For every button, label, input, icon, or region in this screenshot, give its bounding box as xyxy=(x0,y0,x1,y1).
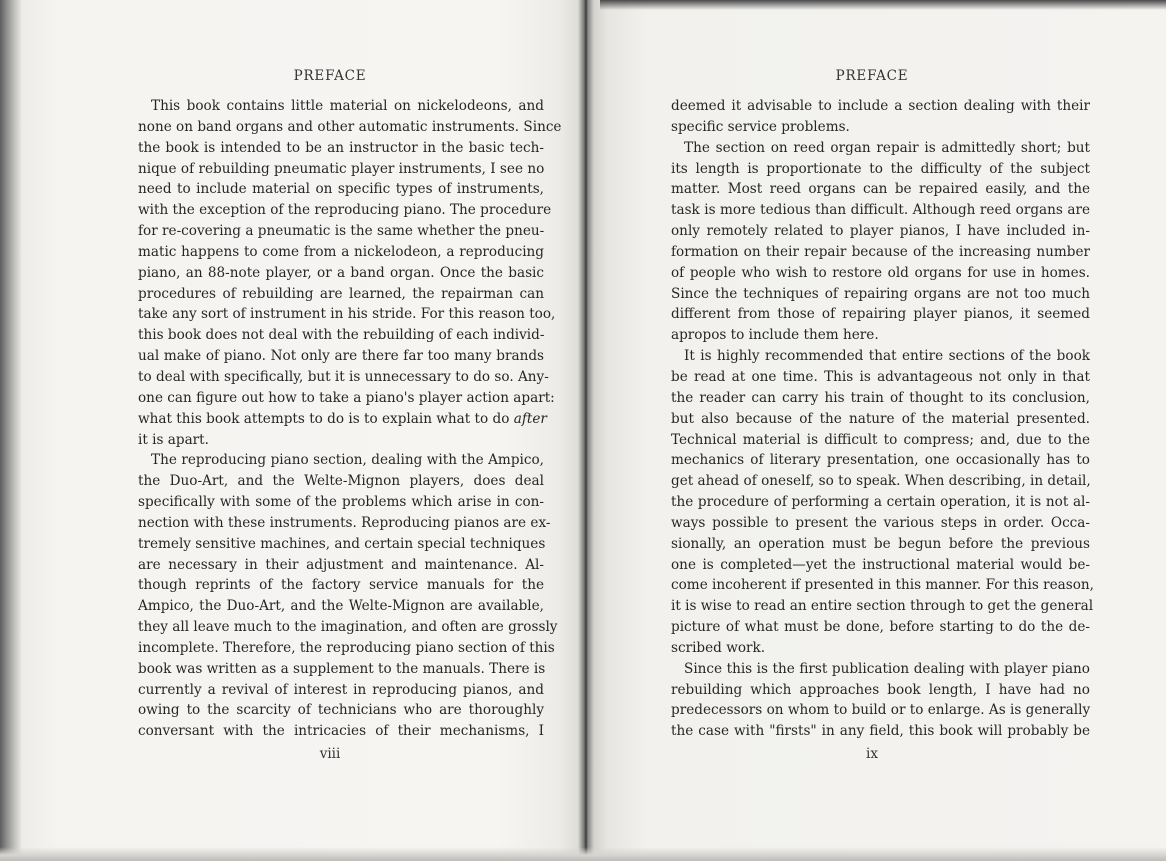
text-line: Since the techniques of repairing organs are not too much xyxy=(671,285,1090,302)
text-line: matter. Most reed organs can be repaired easily, and the xyxy=(671,181,1090,198)
text-line: ways possible to present the various steps in order. Occa- xyxy=(671,514,1090,531)
text-line: Since this is the first publication dealing with player piano xyxy=(684,660,1090,677)
body-text xyxy=(671,96,1095,742)
text-line: picture of what must be done, before starting to do the de- xyxy=(671,619,1090,636)
bottom-edge-shadow xyxy=(0,847,1166,861)
text-line: formation on their repair because of the increasing number xyxy=(671,243,1090,260)
text-line: owing to the scarcity of technicians who are thoroughly xyxy=(138,702,544,719)
text-line: It is highly recommended that entire sections of the book xyxy=(684,348,1090,365)
text-line: the case with "firsts" in any field, this book will probably be xyxy=(671,723,1090,740)
text-line: currently a revival of interest in reproducing pianos, and xyxy=(138,681,544,698)
paragraph xyxy=(671,96,1090,138)
running-head: PREFACE xyxy=(835,68,909,84)
text-line: piano, an 88-note player, or a band organ. Once the basic xyxy=(138,264,544,281)
text-line: of people who wish to restore old organs for use in homes. xyxy=(671,264,1090,281)
text-line: only remotely related to player pianos, I have included in- xyxy=(671,223,1090,240)
text-line: This book contains little material on nickelodeons, and xyxy=(151,98,544,114)
text-line: incomplete. Therefore, the reproducing piano section of this xyxy=(138,639,555,656)
text-line: get ahead of oneself, so to speak. When describing, in detail, xyxy=(671,473,1091,490)
text-line: need to include material on specific types of instruments, xyxy=(138,181,544,198)
text-line: the Duo-Art, and the Welte-Mignon players, does deal xyxy=(138,473,544,490)
text-line-with-emphasis xyxy=(138,409,547,430)
text-line: deemed it advisable to include a section dealing with their xyxy=(671,98,1090,114)
paragraph xyxy=(138,96,562,450)
paragraph xyxy=(671,138,1090,346)
book-gutter xyxy=(578,0,594,861)
text-line: the book is intended to be an instructor in the basic tech- xyxy=(138,139,544,156)
text-line: matic happens to come from a nickelodeon, a reproducing xyxy=(138,243,544,260)
right-page xyxy=(587,0,1166,861)
text-line: procedures of rebuilding are learned, the repairman can xyxy=(138,285,544,302)
text-line: ual make of piano. Not only are there far too many brands xyxy=(138,348,544,365)
text-line: tremely sensitive machines, and certain special techniques xyxy=(138,535,546,552)
text-line: are necessary in their adjustment and maintenance. Al- xyxy=(138,556,544,573)
text-line: for re-covering a pneumatic is the same whether the pneu- xyxy=(138,223,545,240)
text-line: they all leave much to the imagination, and often are grossly xyxy=(138,619,558,636)
text-line: it is wise to read an entire section through to get the general xyxy=(671,598,1094,615)
text-fragment: what this book attempts to do is to explain what to do xyxy=(138,410,514,427)
text-line: rebuilding which approaches book length, I have had no xyxy=(671,681,1090,698)
paragraph xyxy=(671,346,1095,659)
top-edge-shadow xyxy=(600,0,1166,10)
text-line: its length is proportionate to the difficulty of the subject xyxy=(671,160,1090,177)
text-line: apropos to include them here. xyxy=(671,327,879,344)
text-line: book was written as a supplement to the manuals. There is xyxy=(138,660,546,677)
text-line: though reprints of the factory service manuals for the xyxy=(138,577,544,594)
text-line: The section on reed organ repair is admittedly short; but xyxy=(684,139,1090,156)
body-text xyxy=(138,96,562,742)
text-line: Ampico, the Duo-Art, and the Welte-Mignon are available, xyxy=(138,598,544,615)
text-line: mechanics of literary presentation, one occasionally has to xyxy=(671,452,1090,469)
text-line: one can figure out how to take a piano's player action apart: xyxy=(138,389,555,406)
text-line: specific service problems. xyxy=(671,118,850,135)
text-line: The reproducing piano section, dealing with the Ampico, xyxy=(151,452,544,469)
text-line: different from those of repairing player pianos, it seemed xyxy=(671,306,1090,323)
text-line: it is apart. xyxy=(138,431,209,448)
page-number: viii xyxy=(319,746,341,762)
page-edge-shadow xyxy=(0,0,22,861)
text-line: to deal with specifically, but it is unnecessary to do so. Any- xyxy=(138,368,549,385)
text-line: take any sort of instrument in his stride. For this reason too, xyxy=(138,306,556,323)
text-line: nique of rebuilding pneumatic player instruments, I see no xyxy=(138,160,545,177)
text-line: scribed work. xyxy=(671,639,766,656)
text-line: the procedure of performing a certain operation, it is not al- xyxy=(671,494,1090,511)
text-line: nection with these instruments. Reproducing pianos are ex- xyxy=(138,514,551,531)
text-line: this book does not deal with the rebuilding of each individ- xyxy=(138,327,545,344)
text-line: conversant with the intricacies of their mechanisms, I xyxy=(138,723,544,740)
text-line: one is completed—yet the instructional material would be- xyxy=(671,556,1090,573)
text-line: Technical material is difficult to compress; and, due to the xyxy=(671,431,1090,448)
text-line: be read at one time. This is advantageous not only in that xyxy=(671,368,1090,385)
text-line: come incoherent if presented in this manner. For this reason, xyxy=(671,577,1095,594)
text-line: predecessors on whom to build or to enlarge. As is generally xyxy=(671,702,1091,719)
text-line: with the exception of the reproducing piano. The procedure xyxy=(138,202,552,219)
page-number: ix xyxy=(866,746,878,762)
text-line: sionally, an operation must be begun before the previous xyxy=(671,535,1090,552)
text-line: the reader can carry his train of thought to its conclusion, xyxy=(671,389,1090,406)
running-head: PREFACE xyxy=(293,68,367,84)
text-line: specifically with some of the problems which arise in con- xyxy=(138,494,544,511)
emphasized-word: after xyxy=(513,410,547,427)
paragraph xyxy=(671,659,1090,742)
text-line: but also because of the nature of the material presented. xyxy=(671,410,1090,427)
paragraph xyxy=(138,450,558,742)
text-line: none on band organs and other automatic instruments. Since xyxy=(138,118,562,135)
text-line: task is more tedious than difficult. Although reed organs are xyxy=(671,202,1090,219)
